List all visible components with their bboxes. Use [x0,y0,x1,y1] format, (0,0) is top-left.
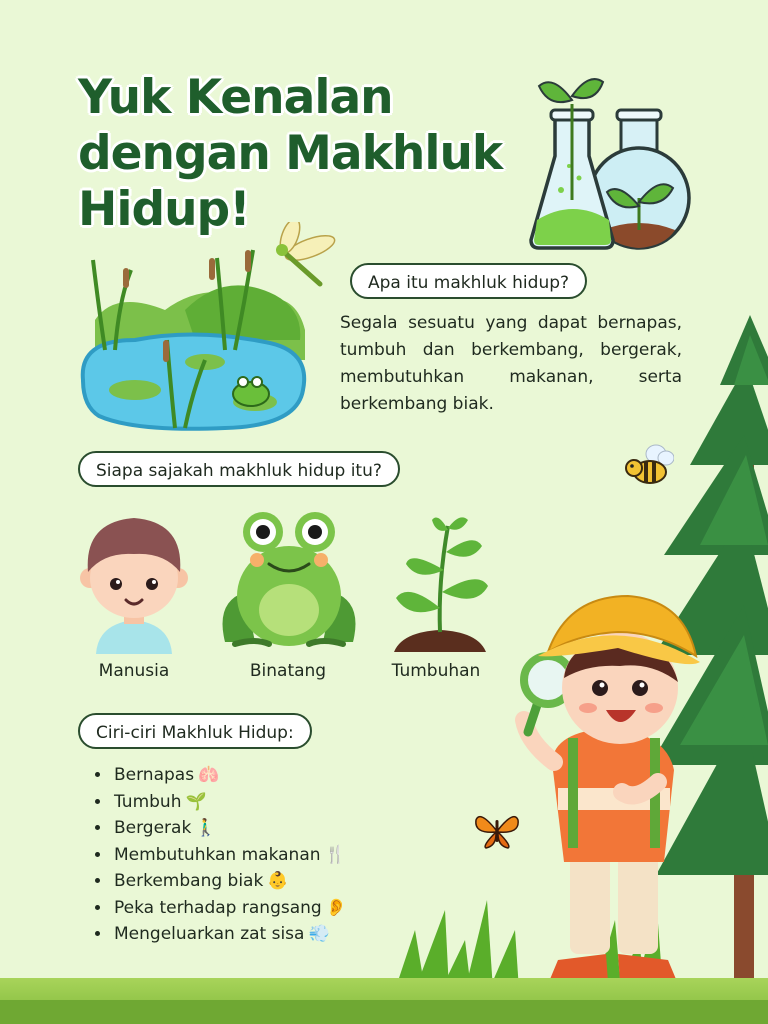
dash-icon: 💨 [308,924,330,944]
lungs-icon: 🫁 [198,765,220,785]
list-item: • Mengeluarkan zat sisa 💨 [112,921,347,948]
example-label-animal: Binatang [249,661,327,681]
title-line-1: Yuk Kenalan [78,70,393,125]
seedling-icon: 🌱 [185,791,207,812]
example-label-plant: Tumbuhan [391,661,481,681]
flask-plants-illustration [525,70,695,250]
question-who-are-living-things: Siapa sajakah makhluk hidup itu? [78,451,400,487]
explorer-boy-illustration [508,592,704,992]
list-item: • Berkembang biak 👶 [112,868,347,895]
title-line-3: Hidup! [78,182,250,237]
page-title [78,70,528,238]
walking-man-icon: 🚶‍♂️ [195,818,217,838]
question-what-is-living-thing: Apa itu makhluk hidup? [350,263,587,299]
plant-icon [388,512,492,654]
fork-knife-icon: 🍴 [324,844,346,865]
list-item: • Tumbuh 🌱 [112,789,347,816]
list-item: • Bergerak 🚶‍♂️ [112,815,347,842]
list-item: • Bernapas 🫁 [112,762,347,789]
list-item: • Peka terhadap rangsang 👂 [112,895,347,922]
baby-icon: 👶 [267,871,289,891]
ground-shadow [0,1000,768,1024]
ear-icon: 👂 [325,897,347,918]
frog-icon [215,512,363,654]
dragonfly-icon [268,222,340,290]
list-item: • Membutuhkan makanan 🍴 [112,842,347,869]
example-label-human: Manusia [98,661,170,681]
boy-icon [76,512,192,654]
living-thing-definition: Segala sesuatu yang dapat bernapas, tumbuh dan berkembang, bergerak, membutuhkan makanan, serta berkembang biak. [340,313,682,414]
traits-list [84,762,347,948]
traits-heading: Ciri-ciri Makhluk Hidup: [78,713,312,749]
title-line-2: dengan Makhluk [78,126,503,181]
